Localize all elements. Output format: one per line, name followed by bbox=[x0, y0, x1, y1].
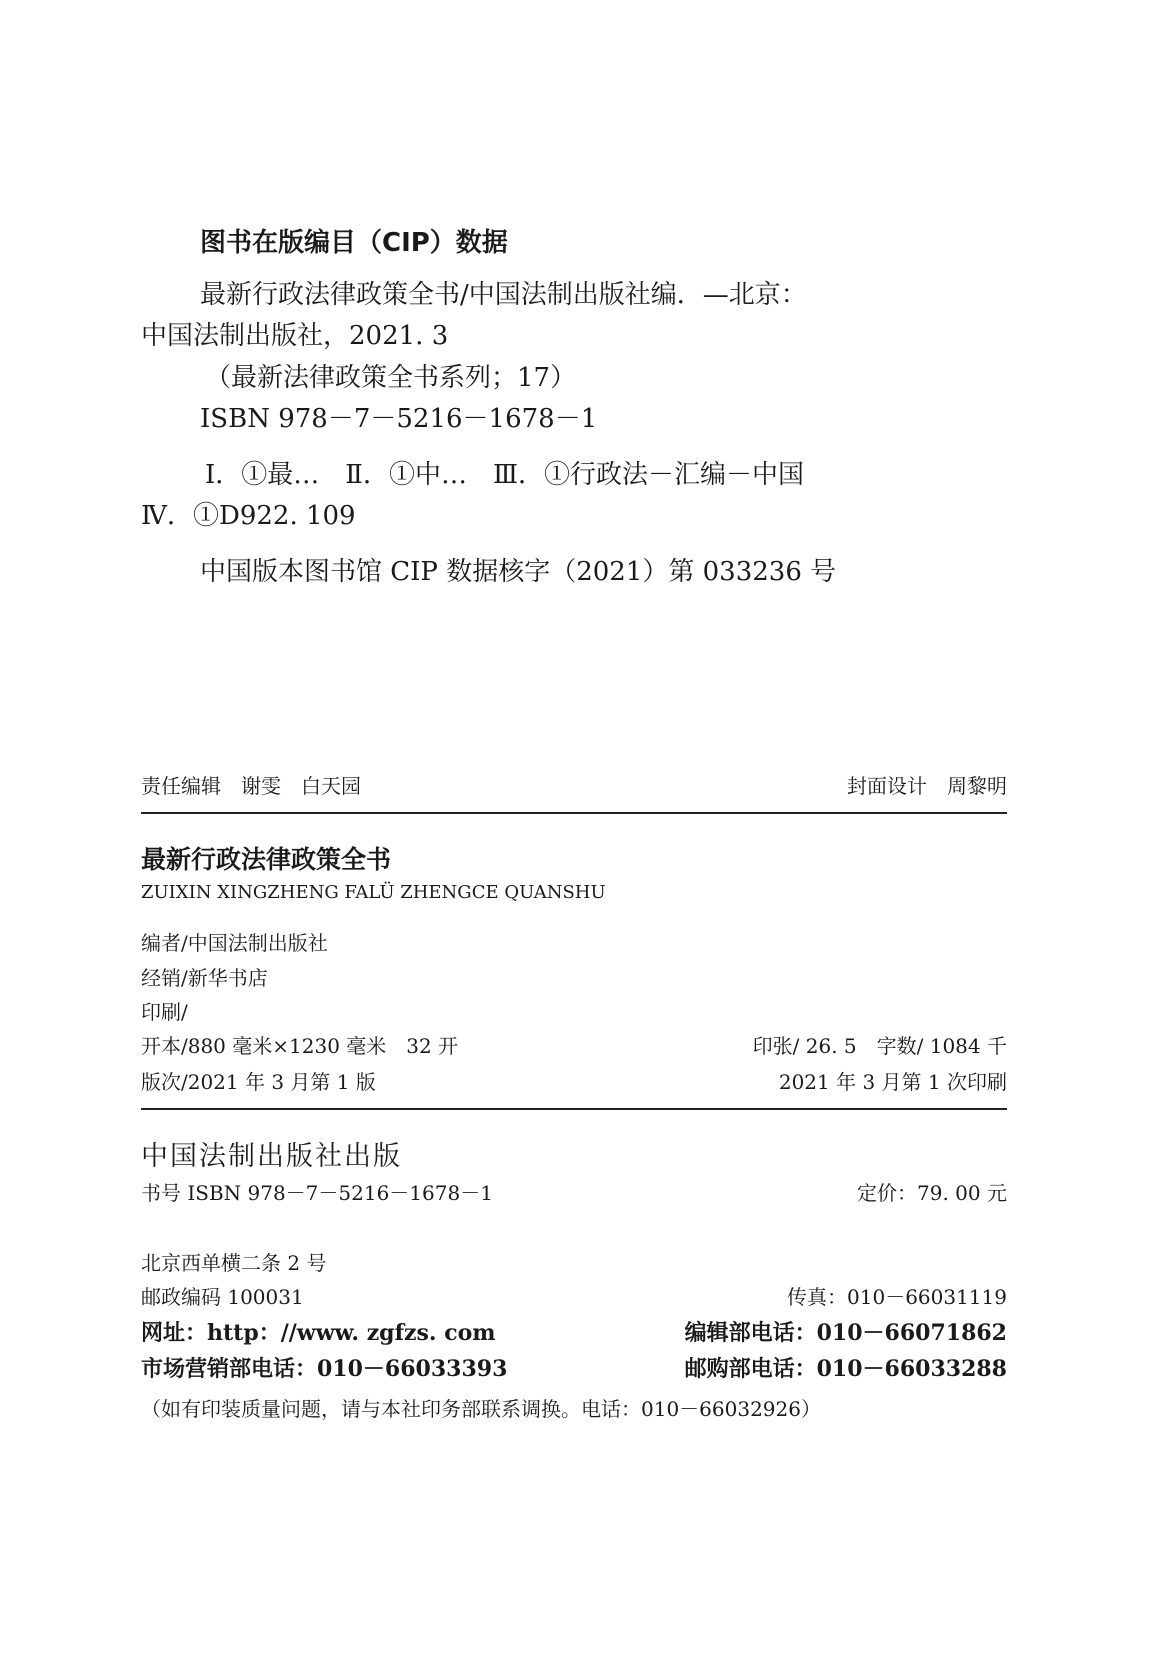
book-author: 编者/中国法制出版社 bbox=[141, 931, 328, 955]
cip-heading: 图书在版编目（CIP）数据 bbox=[200, 228, 508, 258]
cip-line-classification: Ⅳ．①D922. 109 bbox=[141, 501, 356, 531]
book-printing: 2021 年 3 月第 1 次印刷 bbox=[778, 1070, 1007, 1094]
book-distributor: 经销/新华书店 bbox=[141, 966, 268, 990]
publisher-name: 中国法制出版社出版 bbox=[141, 1141, 402, 1172]
book-pinyin: ZUIXIN XINGZHENG FALÜ ZHENGCE QUANSHU bbox=[141, 882, 606, 903]
marketing-phone: 市场营销部电话：010－66033393 bbox=[141, 1356, 508, 1382]
divider-top bbox=[141, 812, 1007, 814]
cip-line-subjects: Ⅰ．①最… Ⅱ．①中… Ⅲ．①行政法－汇编－中国 bbox=[205, 460, 805, 490]
publisher-isbn: 书号 ISBN 978－7－5216－1678－1 bbox=[141, 1181, 493, 1205]
editorial-phone: 编辑部电话：010－66071862 bbox=[684, 1320, 1007, 1346]
cip-line-title: 最新行政法律政策全书/中国法制出版社编．—北京： bbox=[200, 280, 807, 310]
book-edition: 版次/2021 年 3 月第 1 版 bbox=[141, 1070, 376, 1094]
publisher-postcode: 邮政编码 100031 bbox=[141, 1285, 304, 1309]
cip-line-series: （最新法律政策全书系列；17） bbox=[205, 363, 577, 393]
cip-line-isbn: ISBN 978－7－5216－1678－1 bbox=[200, 404, 598, 434]
quality-note: （如有印装质量问题，请与本社印务部联系调换。电话：010－66032926） bbox=[141, 1397, 821, 1421]
publisher-fax: 传真：010－66031119 bbox=[787, 1285, 1007, 1309]
book-printer: 印刷/ bbox=[141, 1000, 188, 1024]
book-format: 开本/880 毫米×1230 毫米 32 开 bbox=[141, 1034, 459, 1058]
cip-line-record-number: 中国版本图书馆 CIP 数据核字（2021）第 033236 号 bbox=[200, 557, 837, 587]
mail-order-phone: 邮购部电话：010－66033288 bbox=[684, 1356, 1007, 1382]
publisher-website: 网址：http：//www. zgfzs. com bbox=[141, 1320, 496, 1346]
cip-line-publisher: 中国法制出版社，2021. 3 bbox=[141, 321, 449, 351]
divider-bottom bbox=[141, 1108, 1007, 1110]
price: 定价：79. 00 元 bbox=[857, 1181, 1007, 1205]
cover-designer: 封面设计 周黎明 bbox=[847, 774, 1007, 798]
book-sheets-words: 印张/ 26. 5 字数/ 1084 千 bbox=[752, 1034, 1007, 1058]
book-title: 最新行政法律政策全书 bbox=[141, 845, 392, 874]
responsible-editors: 责任编辑 谢雯 白天园 bbox=[141, 774, 361, 798]
publisher-address: 北京西单横二条 2 号 bbox=[141, 1251, 327, 1275]
